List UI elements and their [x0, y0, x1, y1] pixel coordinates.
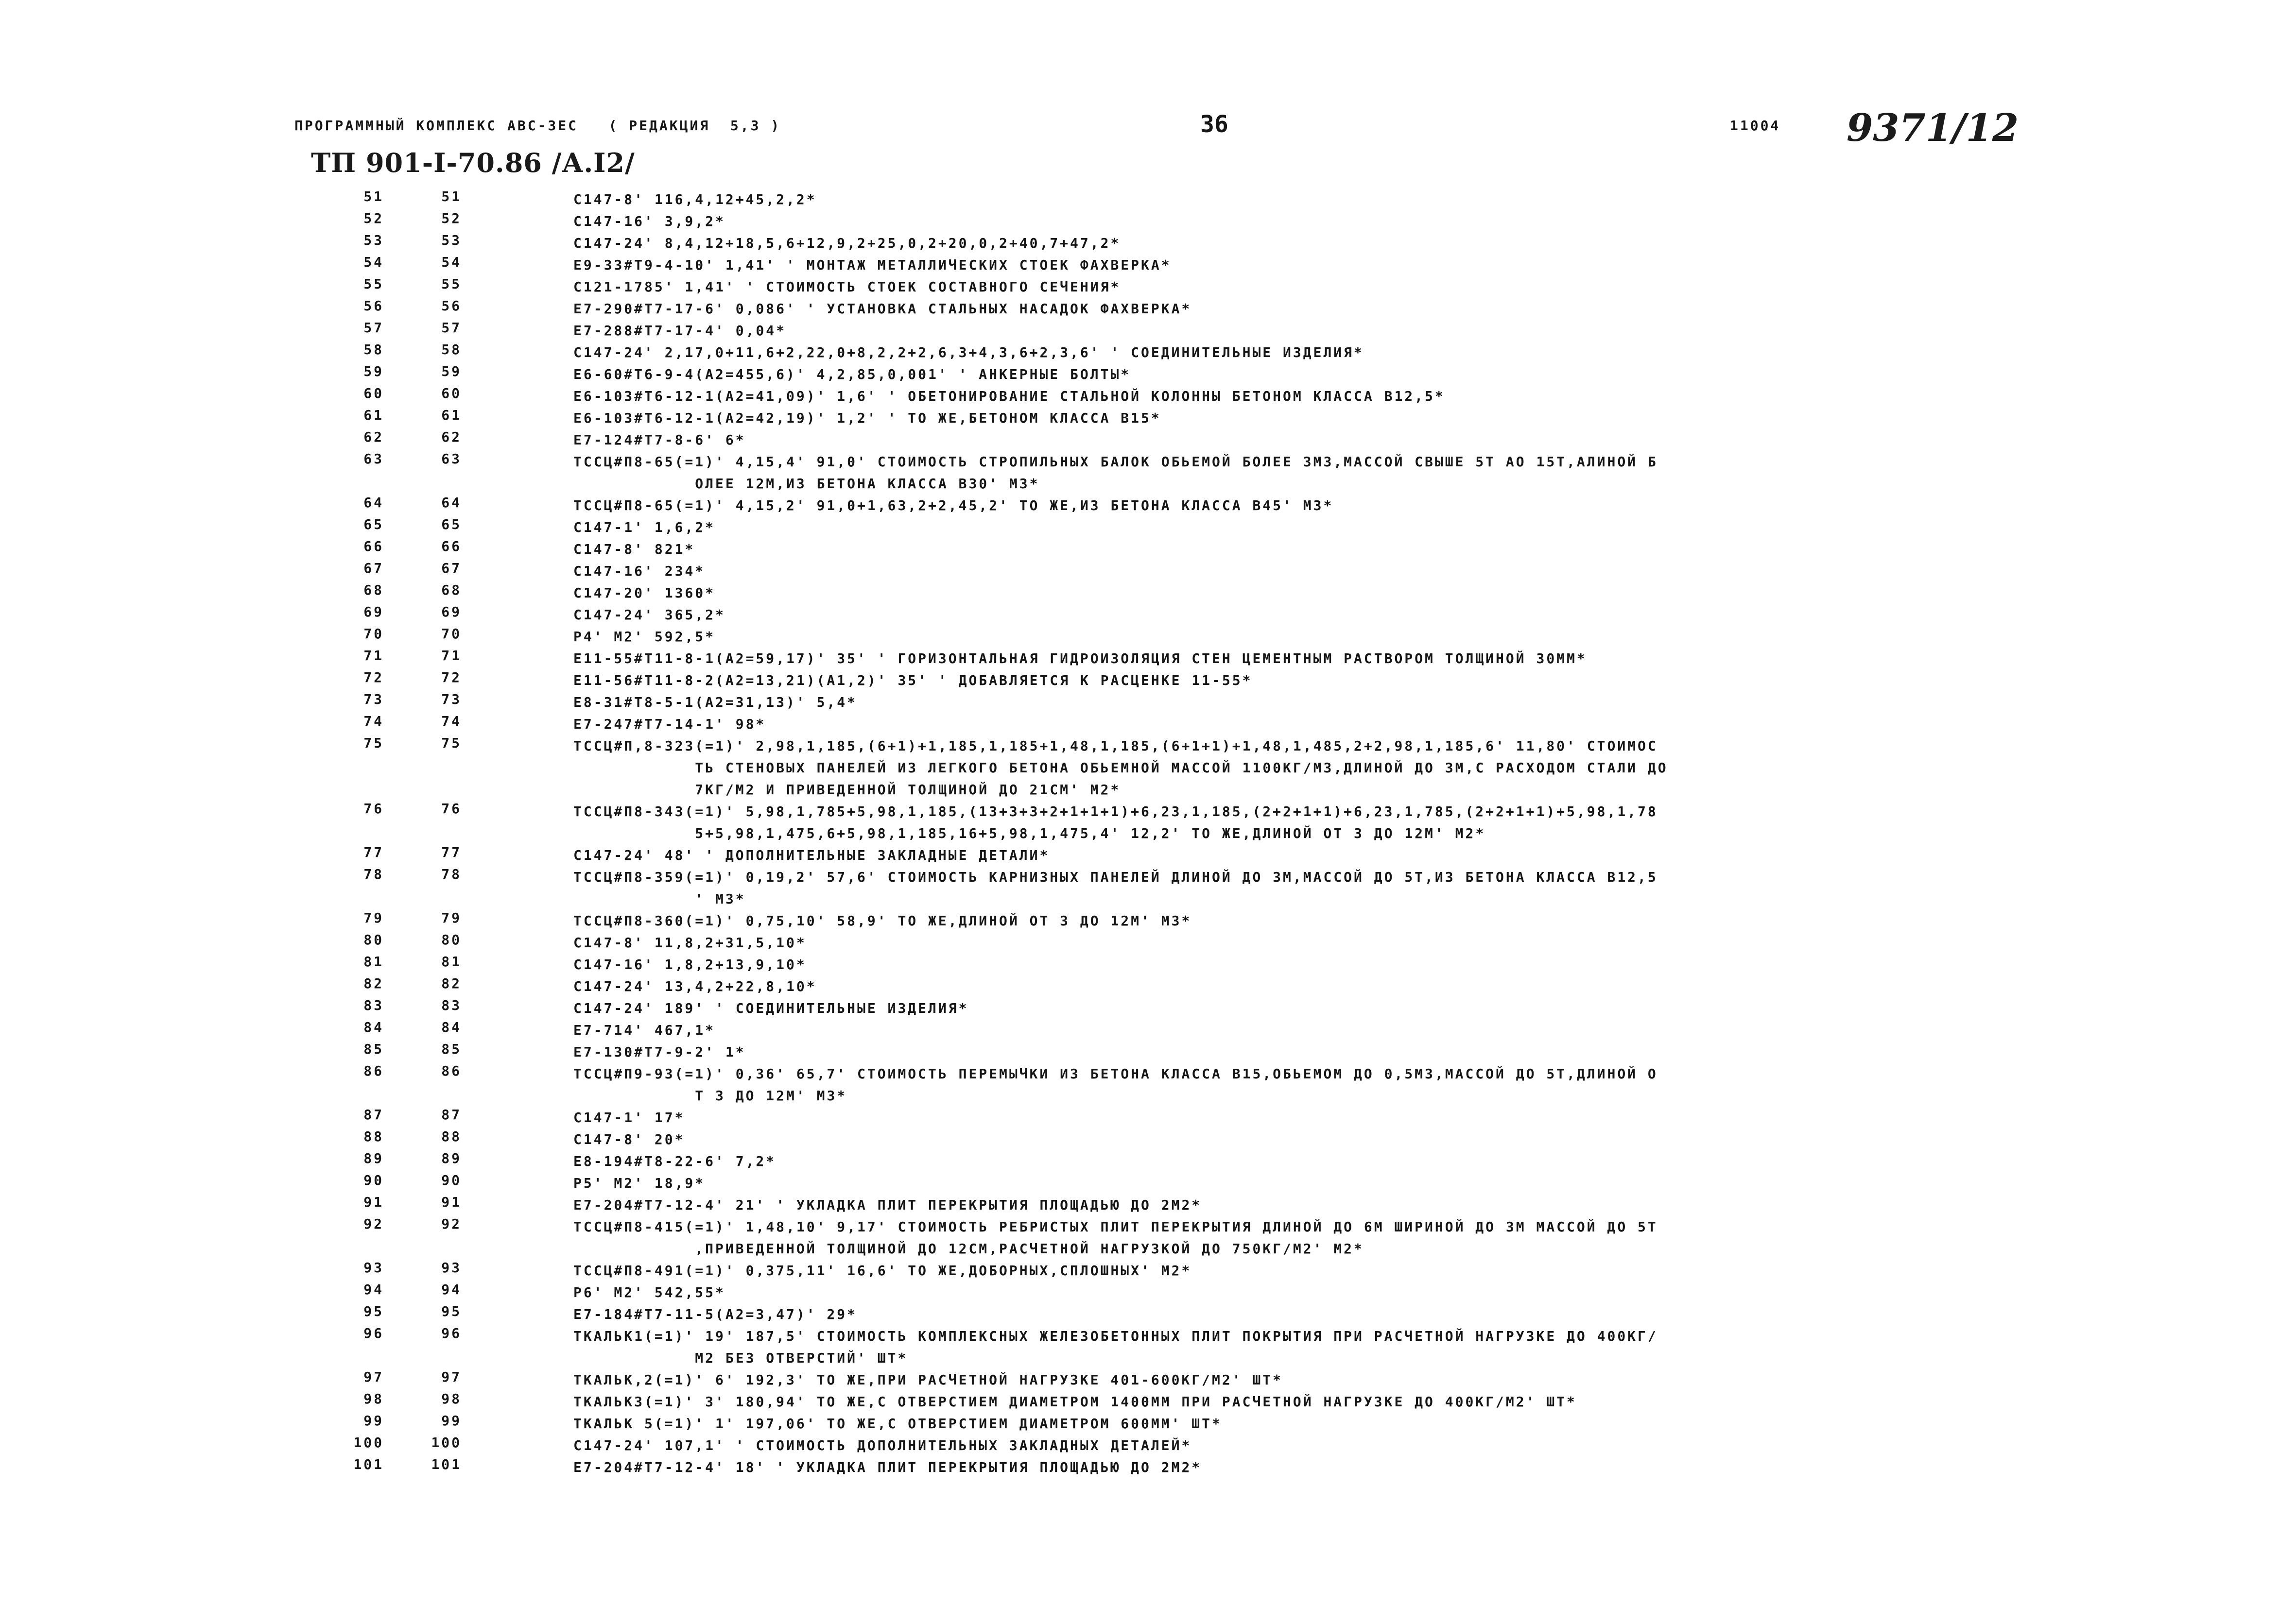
row-text: Е6-60#Т6-9-4(А2=455,6)' 4,2,85,0,001' ' АНКЕРНЫЕ БОЛТЫ*	[573, 366, 1131, 382]
table-row	[0, 1281, 2296, 1303]
row-number: 87	[363, 1107, 384, 1123]
row-text: С147-8' 821*	[573, 541, 695, 557]
table-row	[0, 538, 2296, 560]
row-number-copy: 88	[441, 1128, 462, 1145]
table-row	[0, 713, 2296, 735]
table-row	[0, 363, 2296, 385]
row-text: Е7-130#Т7-9-2' 1*	[573, 1044, 746, 1060]
table-row	[0, 407, 2296, 429]
row-text: ТССЦ#П8-415(=1)' 1,48,10' 9,17' СТОИМОСТЬ РЕБРИСТЫХ ПЛИТ ПЕРЕКРЫТИЯ ДЛИНОЙ ДО 6М ШИРИНОЙ ДО 3М МАССОЙ ДО 5Т ,ПРИВЕДЕННОЙ ТОЛЩИНОЙ ДО 12СМ,РАСЧЕТНОЙ НАГРУЗКОЙ ДО 750КГ/М2' М2*	[573, 1219, 1658, 1257]
handwritten-sheet-number: 9371/12	[1847, 106, 2019, 150]
row-number: 65	[363, 516, 384, 532]
row-number: 89	[363, 1150, 384, 1166]
row-text: С147-1' 1,6,2*	[573, 519, 716, 535]
row-number-copy: 53	[441, 232, 462, 248]
row-text: ТССЦ#П8-360(=1)' 0,75,10' 58,9' ТО ЖЕ,ДЛИНОЙ ОТ 3 ДО 12М' М3*	[573, 913, 1192, 929]
table-row	[0, 385, 2296, 407]
row-number-copy: 51	[441, 188, 462, 205]
table-row	[0, 1260, 2296, 1281]
table-row	[0, 429, 2296, 451]
row-number: 77	[363, 844, 384, 860]
row-number-copy: 90	[441, 1172, 462, 1188]
row-number-copy: 70	[441, 626, 462, 642]
row-number: 56	[363, 298, 384, 314]
row-number-copy: 72	[441, 669, 462, 685]
row-number: 91	[363, 1194, 384, 1210]
row-number: 68	[363, 582, 384, 598]
row-number: 79	[363, 910, 384, 926]
table-row	[0, 648, 2296, 669]
table-row	[0, 604, 2296, 626]
row-number-copy: 82	[441, 975, 462, 991]
row-text: Е11-56#Т11-8-2(А2=13,21)(А1,2)' 35' ' ДОБАВЛЯЕТСЯ К РАСЦЕНКЕ 11-55*	[573, 672, 1253, 688]
row-text: С147-24' 48' ' ДОПОЛНИТЕЛЬНЫЕ ЗАКЛАДНЫЕ ДЕТАЛИ*	[573, 847, 1050, 863]
row-text: ТССЦ#П8-65(=1)' 4,15,4' 91,0' СТОИМОСТЬ СТРОПИЛЬНЫХ БАЛОК ОБЬЕМОЙ БОЛЕЕ 3М3,МАССОЙ СВЫШЕ 5Т АО 15Т,АЛИНОЙ Б ОЛЕЕ 12М,ИЗ БЕТОНА КЛАССА В30' М3*	[573, 454, 1658, 492]
table-row	[0, 516, 2296, 538]
row-text: С147-24' 8,4,12+18,5,6+12,9,2+25,0,2+20,0,2+40,7+47,2*	[573, 235, 1121, 251]
row-number: 63	[363, 451, 384, 467]
table-row	[0, 451, 2296, 495]
row-number: 100	[353, 1435, 384, 1451]
table-row	[0, 1216, 2296, 1260]
row-text: С147-24' 13,4,2+22,8,10*	[573, 978, 817, 994]
row-number: 59	[363, 363, 384, 379]
row-text: С147-24' 2,17,0+11,6+2,22,0+8,2,2+2,6,3+4,3,6+2,3,6' ' СОЕДИНИТЕЛЬНЫЕ ИЗДЕЛИЯ*	[573, 344, 1364, 360]
row-number-copy: 65	[441, 516, 462, 532]
row-number: 83	[363, 997, 384, 1013]
row-number-copy: 55	[441, 276, 462, 292]
table-row	[0, 910, 2296, 932]
row-number-copy: 89	[441, 1150, 462, 1166]
row-number: 85	[363, 1041, 384, 1057]
row-number: 60	[363, 385, 384, 401]
row-number: 99	[363, 1413, 384, 1429]
row-number: 86	[363, 1063, 384, 1079]
row-number: 98	[363, 1391, 384, 1407]
row-text: С147-16' 1,8,2+13,9,10*	[573, 957, 807, 973]
row-number: 70	[363, 626, 384, 642]
table-row	[0, 1107, 2296, 1128]
table-row	[0, 1435, 2296, 1456]
table-row	[0, 495, 2296, 516]
table-row	[0, 932, 2296, 954]
table-row	[0, 1128, 2296, 1150]
row-number-copy: 62	[441, 429, 462, 445]
table-row	[0, 1194, 2296, 1216]
row-number: 55	[363, 276, 384, 292]
row-number-copy: 59	[441, 363, 462, 379]
row-text: Р5' М2' 18,9*	[573, 1175, 706, 1191]
row-text: Е7-204#Т7-12-4' 18' ' УКЛАДКА ПЛИТ ПЕРЕКРЫТИЯ ПЛОЩАДЬЮ ДО 2М2*	[573, 1459, 1202, 1475]
row-number-copy: 97	[441, 1369, 462, 1385]
table-row	[0, 298, 2296, 320]
row-text: Е7-204#Т7-12-4' 21' ' УКЛАДКА ПЛИТ ПЕРЕКРЫТИЯ ПЛОЩАДЬЮ ДО 2М2*	[573, 1197, 1202, 1213]
row-number: 82	[363, 975, 384, 991]
row-number-copy: 77	[441, 844, 462, 860]
table-row	[0, 1063, 2296, 1107]
row-number-copy: 69	[441, 604, 462, 620]
row-text: Е7-290#Т7-17-6' 0,086' ' УСТАНОВКА СТАЛЬНЫХ НАСАДОК ФАХВЕРКА*	[573, 301, 1192, 317]
row-text: Е6-103#Т6-12-1(А2=41,09)' 1,6' ' ОБЕТОНИРОВАНИЕ СТАЛЬНОЙ КОЛОННЫ БЕТОНОМ КЛАССА В12,5*	[573, 388, 1445, 404]
row-number-copy: 86	[441, 1063, 462, 1079]
table-row	[0, 1456, 2296, 1478]
table-row	[0, 276, 2296, 298]
row-number-copy: 66	[441, 538, 462, 554]
row-number-copy: 81	[441, 954, 462, 970]
row-number-copy: 85	[441, 1041, 462, 1057]
row-text: ТССЦ#П,8-323(=1)' 2,98,1,185,(6+1)+1,185,1,185+1,48,1,185,(6+1+1)+1,48,1,485,2+2,98,1,185,6' 11,80' СТОИМОС ТЬ СТЕНОВЫХ ПАНЕЛЕЙ ИЗ ЛЕГКОГО БЕТОНА ОБЬЕМНОЙ МАССОЙ 1100КГ/М3,ДЛИНОЙ ДО 3М,С РАСХОДОМ СТАЛИ ДО 7КГ/М2 И ПРИВЕДЕННОЙ ТОЛЩИНОЙ ДО 21СМ' М2*	[573, 738, 1668, 798]
row-text: С147-8' 20*	[573, 1131, 685, 1147]
row-number-copy: 73	[441, 691, 462, 707]
row-number-copy: 54	[441, 254, 462, 270]
row-number-copy: 93	[441, 1260, 462, 1276]
row-number-copy: 94	[441, 1281, 462, 1298]
row-number-copy: 92	[441, 1216, 462, 1232]
row-text: Е7-714' 467,1*	[573, 1022, 716, 1038]
row-number: 52	[363, 210, 384, 226]
row-number: 53	[363, 232, 384, 248]
row-text: С147-8' 116,4,12+45,2,2*	[573, 191, 817, 207]
row-number-copy: 57	[441, 320, 462, 336]
row-number-copy: 60	[441, 385, 462, 401]
row-number-copy: 95	[441, 1303, 462, 1319]
row-number-copy: 80	[441, 932, 462, 948]
table-row	[0, 669, 2296, 691]
program-header: ПРОГРАММНЫЙ КОМПЛЕКС АВС-ЗЕС ( РЕДАКЦИЯ 5,3 )	[294, 118, 781, 134]
row-number-copy: 76	[441, 801, 462, 817]
table-row	[0, 1325, 2296, 1369]
row-number: 54	[363, 254, 384, 270]
table-row	[0, 1019, 2296, 1041]
row-text: Е7-247#Т7-14-1' 98*	[573, 716, 766, 732]
row-text: Р6' М2' 542,55*	[573, 1284, 725, 1300]
row-text: ТССЦ#П8-491(=1)' 0,375,11' 16,6' ТО ЖЕ,ДОБОРНЫХ,СПЛОШНЫХ' М2*	[573, 1263, 1192, 1279]
row-text: С147-24' 365,2*	[573, 607, 725, 623]
row-number-copy: 58	[441, 342, 462, 358]
row-text: ТКАЛЬК1(=1)' 19' 187,5' СТОИМОСТЬ КОМПЛЕКСНЫХ ЖЕЛЕЗОБЕТОННЫХ ПЛИТ ПОКРЫТИЯ ПРИ РАСЧЕТНОЙ НАГРУЗКЕ ДО 400КГ/ М2 БЕЗ ОТВЕРСТИЙ' ШТ*	[573, 1328, 1658, 1366]
table-row	[0, 626, 2296, 648]
row-number: 73	[363, 691, 384, 707]
table-row	[0, 320, 2296, 342]
table-row	[0, 844, 2296, 866]
table-row	[0, 1369, 2296, 1391]
row-text: Е9-33#Т9-4-10' 1,41' ' МОНТАЖ МЕТАЛЛИЧЕСКИХ СТОЕК ФАХВЕРКА*	[573, 257, 1172, 273]
row-number: 76	[363, 801, 384, 817]
row-text: С147-16' 234*	[573, 563, 706, 579]
row-text: Е7-288#Т7-17-4' 0,04*	[573, 323, 787, 339]
table-row	[0, 1391, 2296, 1413]
row-number-copy: 84	[441, 1019, 462, 1035]
row-text: ТССЦ#П8-65(=1)' 4,15,2' 91,0+1,63,2+2,45,2' ТО ЖЕ,ИЗ БЕТОНА КЛАССА В45' М3*	[573, 497, 1334, 513]
row-number-copy: 83	[441, 997, 462, 1013]
row-text: С121-1785' 1,41' ' СТОИМОСТЬ СТОЕК СОСТАВНОГО СЕЧЕНИЯ*	[573, 279, 1121, 295]
row-text: ТССЦ#П8-343(=1)' 5,98,1,785+5,98,1,185,(13+3+3+2+1+1+1)+6,23,1,185,(2+2+1+1)+6,23,1,785,(2+2+1+1)+5,98,1,78 5+5,98,1,475,6+5,98,1,185,16+5,98,1,475,4' 12,2' ТО ЖЕ,ДЛИНОЙ ОТ 3 ДО 12М' М2*	[573, 803, 1658, 841]
row-number: 57	[363, 320, 384, 336]
page-number: 36	[1200, 111, 1228, 138]
row-number-copy: 63	[441, 451, 462, 467]
row-number-copy: 100	[431, 1435, 462, 1451]
row-number: 72	[363, 669, 384, 685]
row-number-copy: 87	[441, 1107, 462, 1123]
row-text: Е11-55#Т11-8-1(А2=59,17)' 35' ' ГОРИЗОНТАЛЬНАЯ ГИДРОИЗОЛЯЦИЯ СТЕН ЦЕМЕНТНЫМ РАСТВОРОМ ТОЛЩИНОЙ 30ММ*	[573, 650, 1587, 666]
row-number: 75	[363, 735, 384, 751]
table-row	[0, 954, 2296, 975]
row-number-copy: 67	[441, 560, 462, 576]
row-number: 78	[363, 866, 384, 882]
row-text: Р4' М2' 592,5*	[573, 629, 716, 645]
table-row	[0, 997, 2296, 1019]
row-number: 58	[363, 342, 384, 358]
row-number: 67	[363, 560, 384, 576]
row-text: ТКАЛЬК,2(=1)' 6' 192,3' ТО ЖЕ,ПРИ РАСЧЕТНОЙ НАГРУЗКЕ 401-600КГ/М2' ШТ*	[573, 1372, 1283, 1388]
row-number: 94	[363, 1281, 384, 1298]
table-row	[0, 975, 2296, 997]
row-text: ТССЦ#П9-93(=1)' 0,36' 65,7' СТОИМОСТЬ ПЕРЕМЫЧКИ ИЗ БЕТОНА КЛАССА В15,ОБЬЕМОМ ДО 0,5М3,МАССОЙ ДО 5Т,ДЛИНОЙ О Т 3 ДО 12М' М3*	[573, 1066, 1658, 1104]
project-stamp: ТП 901-I-70.86 /А.I2/	[311, 147, 635, 178]
row-number: 81	[363, 954, 384, 970]
row-number: 66	[363, 538, 384, 554]
row-number: 88	[363, 1128, 384, 1145]
row-number-copy: 71	[441, 648, 462, 664]
row-number: 64	[363, 495, 384, 511]
row-number: 96	[363, 1325, 384, 1341]
row-number: 97	[363, 1369, 384, 1385]
row-number: 101	[353, 1456, 384, 1472]
table-row	[0, 691, 2296, 713]
table-row	[0, 1041, 2296, 1063]
row-text: С147-1' 17*	[573, 1110, 685, 1126]
table-row	[0, 210, 2296, 232]
row-number-copy: 78	[441, 866, 462, 882]
row-text: С147-16' 3,9,2*	[573, 213, 725, 229]
row-number: 51	[363, 188, 384, 205]
row-number: 93	[363, 1260, 384, 1276]
row-number-copy: 96	[441, 1325, 462, 1341]
row-text: С147-24' 189' ' СОЕДИНИТЕЛЬНЫЕ ИЗДЕЛИЯ*	[573, 1000, 969, 1016]
row-number-copy: 101	[431, 1456, 462, 1472]
table-row	[0, 1303, 2296, 1325]
row-number-copy: 56	[441, 298, 462, 314]
table-row	[0, 582, 2296, 604]
row-number: 80	[363, 932, 384, 948]
row-number: 90	[363, 1172, 384, 1188]
row-number-copy: 79	[441, 910, 462, 926]
row-number: 69	[363, 604, 384, 620]
table-row	[0, 866, 2296, 910]
row-text: Е7-124#Т7-8-6' 6*	[573, 432, 746, 448]
row-number-copy: 98	[441, 1391, 462, 1407]
row-number: 71	[363, 648, 384, 664]
table-row	[0, 801, 2296, 844]
table-row	[0, 1172, 2296, 1194]
row-text: С147-24' 107,1' ' СТОИМОСТЬ ДОПОЛНИТЕЛЬНЫХ ЗАКЛАДНЫХ ДЕТАЛЕЙ*	[573, 1437, 1192, 1453]
row-number-copy: 74	[441, 713, 462, 729]
row-number: 92	[363, 1216, 384, 1232]
estimate-rows	[0, 188, 2296, 1478]
row-number-copy: 61	[441, 407, 462, 423]
table-row	[0, 232, 2296, 254]
table-row	[0, 1413, 2296, 1435]
row-text: Е8-31#Т8-5-1(А2=31,13)' 5,4*	[573, 694, 858, 710]
row-text: С147-20' 1360*	[573, 585, 716, 601]
row-number: 95	[363, 1303, 384, 1319]
table-row	[0, 254, 2296, 276]
row-number-copy: 68	[441, 582, 462, 598]
row-number: 74	[363, 713, 384, 729]
row-number-copy: 91	[441, 1194, 462, 1210]
table-row	[0, 188, 2296, 210]
row-text: С147-8' 11,8,2+31,5,10*	[573, 935, 807, 951]
row-text: ТССЦ#П8-359(=1)' 0,19,2' 57,6' СТОИМОСТЬ КАРНИЗНЫХ ПАНЕЛЕЙ ДЛИНОЙ ДО 3М,МАССОЙ ДО 5Т,ИЗ БЕТОНА КЛАССА В12,5 ' М3*	[573, 869, 1658, 907]
table-row	[0, 560, 2296, 582]
row-number-copy: 52	[441, 210, 462, 226]
row-text: ТКАЛЬК3(=1)' 3' 180,94' ТО ЖЕ,С ОТВЕРСТИЕМ ДИАМЕТРОМ 1400ММ ПРИ РАСЧЕТНОЙ НАГРУЗКЕ ДО 400КГ/М2' ШТ*	[573, 1394, 1577, 1410]
row-text: Е6-103#Т6-12-1(А2=42,19)' 1,2' ' ТО ЖЕ,БЕТОНОМ КЛАССА В15*	[573, 410, 1161, 426]
table-row	[0, 342, 2296, 363]
row-text: Е7-184#Т7-11-5(А2=3,47)' 29*	[573, 1306, 858, 1322]
document-code: 11004	[1730, 118, 1781, 134]
table-row	[0, 1150, 2296, 1172]
row-number: 62	[363, 429, 384, 445]
table-row	[0, 735, 2296, 801]
row-number-copy: 75	[441, 735, 462, 751]
row-number: 84	[363, 1019, 384, 1035]
row-number: 61	[363, 407, 384, 423]
row-text: Е8-194#Т8-22-6' 7,2*	[573, 1153, 777, 1169]
row-text: ТКАЛЬК 5(=1)' 1' 197,06' ТО ЖЕ,С ОТВЕРСТИЕМ ДИАМЕТРОМ 600ММ' ШТ*	[573, 1416, 1222, 1432]
row-number-copy: 99	[441, 1413, 462, 1429]
row-number-copy: 64	[441, 495, 462, 511]
